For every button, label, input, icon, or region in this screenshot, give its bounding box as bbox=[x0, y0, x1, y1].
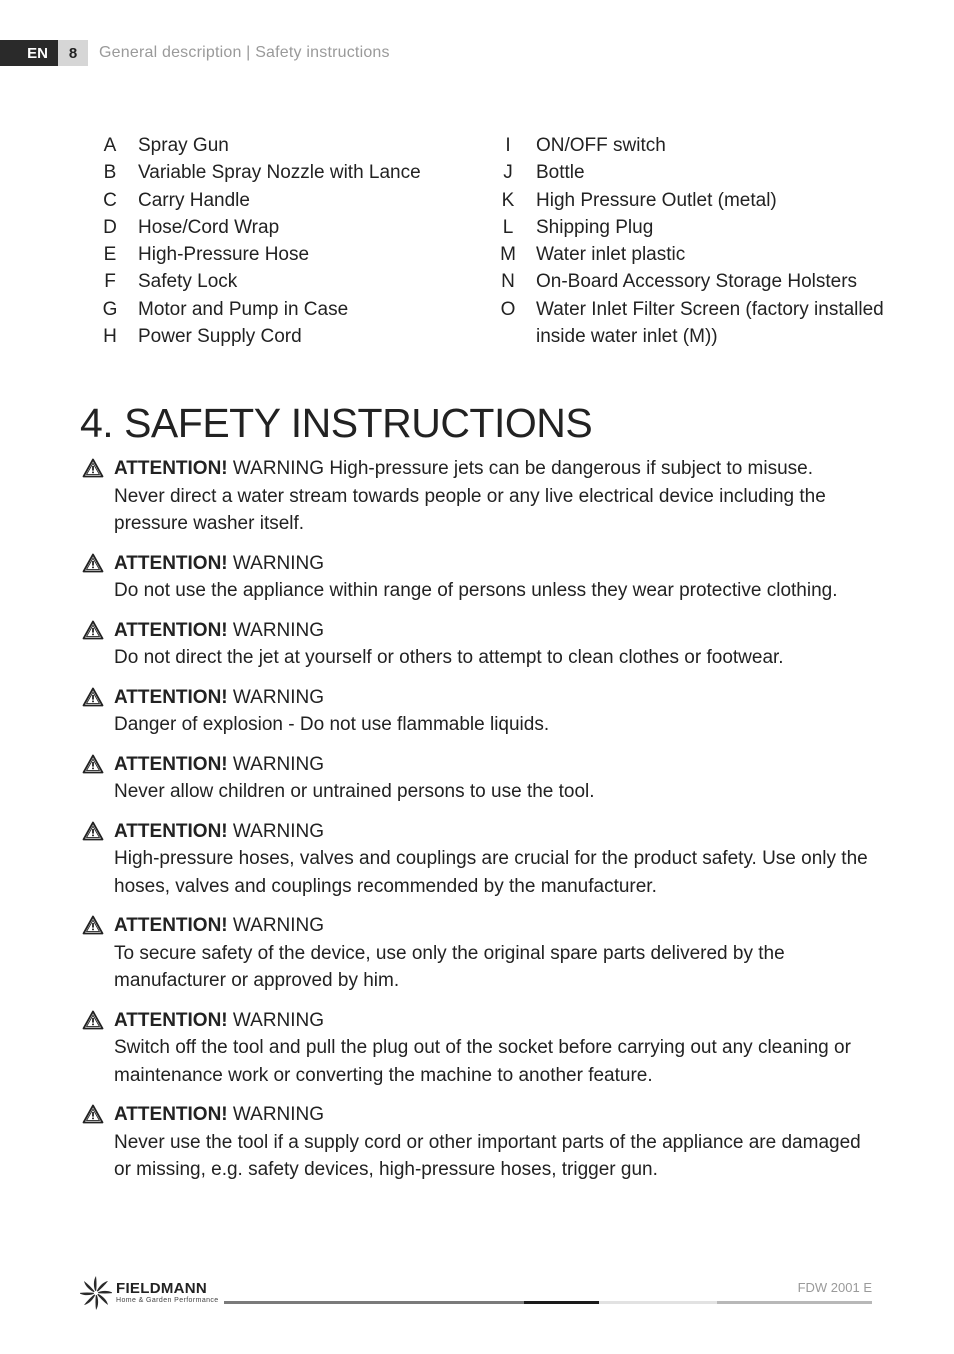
warning-text: High-pressure hoses, valves and couplings are crucial for the product safety. Use only the hoses, valves and couplings recommended by the manufacturer. bbox=[114, 848, 868, 897]
section-title: 4. SAFETY INSTRUCTIONS bbox=[80, 400, 593, 446]
part-letter: O bbox=[500, 298, 516, 320]
warning-item bbox=[80, 1101, 880, 1184]
part-letter: A bbox=[103, 135, 117, 156]
warning-item bbox=[80, 751, 880, 806]
warning-text: Do not direct the jet at yourself or others to attempt to clean clothes or footwear. bbox=[114, 647, 784, 668]
part-label: Hose/Cord Wrap bbox=[138, 216, 280, 238]
warning-word: WARNING bbox=[232, 552, 325, 574]
attention-label: ATTENTION! bbox=[114, 1104, 228, 1125]
warning-heading bbox=[114, 1101, 880, 1129]
warning-text: Do not use the appliance within range of persons unless they wear protective clothing. bbox=[114, 580, 838, 601]
warning-text: Never direct a water stream towards people or any live electrical device including the pressure washer itself. bbox=[114, 485, 826, 534]
fan-logo-icon bbox=[80, 1275, 112, 1311]
part-letter: C bbox=[103, 189, 117, 211]
attention-label: ATTENTION! bbox=[114, 820, 228, 842]
warning-heading bbox=[114, 912, 880, 940]
attention-label: ATTENTION! bbox=[114, 552, 228, 574]
part-letter: E bbox=[103, 244, 117, 266]
warning-word: WARNING bbox=[232, 820, 325, 842]
warning-triangle-icon bbox=[82, 1010, 104, 1030]
part-letter: K bbox=[501, 189, 515, 211]
part-letter: G bbox=[102, 298, 118, 320]
part-item bbox=[494, 159, 884, 186]
warning-text: To secure safety of the device, use only the original spare parts delivered by the manufacturer or approved by him. bbox=[114, 942, 785, 991]
warning-text: Never use the tool if a supply cord or other important parts of the appliance are damaged or missing, e.g. safety devices, high-pressure hoses, trigger gun. bbox=[114, 1131, 861, 1180]
warning-item bbox=[80, 617, 880, 672]
attention-label: ATTENTION! bbox=[114, 915, 228, 936]
part-label: ON/OFF switch bbox=[536, 135, 666, 156]
warning-triangle-icon bbox=[82, 458, 104, 478]
part-item bbox=[494, 296, 884, 351]
warning-heading bbox=[114, 751, 880, 779]
warning-text: Never allow children or untrained persons to use the tool. bbox=[114, 781, 595, 802]
warning-text: Danger of explosion - Do not use flammable liquids. bbox=[114, 714, 550, 735]
part-letter: N bbox=[501, 271, 515, 293]
part-item bbox=[494, 268, 884, 295]
part-item bbox=[96, 187, 476, 214]
warning-heading bbox=[114, 455, 880, 483]
part-item bbox=[494, 132, 884, 159]
language-tag: EN bbox=[0, 40, 58, 66]
part-letter: D bbox=[103, 216, 117, 238]
warning-text: Switch off the tool and pull the plug out of the socket before carrying out any cleaning or maintenance work or converting the machine to another feature. bbox=[114, 1037, 851, 1086]
part-label: High-Pressure Hose bbox=[138, 244, 310, 266]
part-item bbox=[96, 241, 476, 268]
warning-heading bbox=[114, 617, 880, 645]
footer-line-segment bbox=[524, 1301, 599, 1304]
part-label: Power Supply Cord bbox=[138, 326, 302, 348]
warning-word: WARNING bbox=[232, 458, 325, 479]
part-label: High Pressure Outlet (metal) bbox=[536, 189, 777, 211]
warning-triangle-icon bbox=[82, 687, 104, 707]
part-label: Water inlet plastic bbox=[536, 244, 686, 266]
brand-tagline: Home & Garden Performance bbox=[116, 1297, 219, 1304]
warning-item bbox=[80, 455, 880, 538]
warning-word: WARNING bbox=[232, 753, 325, 775]
part-item bbox=[96, 296, 476, 323]
part-letter: J bbox=[503, 162, 513, 184]
part-label: Shipping Plug bbox=[536, 216, 654, 238]
warning-heading bbox=[114, 1007, 880, 1035]
part-label: Spray Gun bbox=[138, 135, 229, 156]
part-item bbox=[494, 187, 884, 214]
footer-line-segment bbox=[224, 1301, 524, 1304]
footer-line-segment bbox=[599, 1301, 717, 1304]
warning-item bbox=[80, 684, 880, 739]
warning-triangle-icon bbox=[82, 821, 104, 841]
part-label: Motor and Pump in Case bbox=[138, 298, 349, 320]
part-label: Safety Lock bbox=[138, 271, 238, 293]
warning-heading bbox=[114, 818, 880, 846]
warning-inline-text: High-pressure jets can be dangerous if subject to misuse. bbox=[329, 458, 814, 479]
part-item bbox=[96, 323, 476, 350]
warning-word: WARNING bbox=[232, 915, 325, 936]
warning-item bbox=[80, 818, 880, 901]
footer-line-segment bbox=[717, 1301, 872, 1304]
part-item bbox=[494, 241, 884, 268]
warning-item bbox=[80, 912, 880, 995]
warning-triangle-icon bbox=[82, 754, 104, 774]
attention-label: ATTENTION! bbox=[114, 1009, 228, 1031]
part-label: Bottle bbox=[536, 162, 585, 184]
page-number: 8 bbox=[58, 40, 88, 66]
attention-label: ATTENTION! bbox=[114, 686, 228, 708]
part-item bbox=[494, 214, 884, 241]
part-label: Variable Spray Nozzle with Lance bbox=[138, 162, 421, 184]
part-letter: L bbox=[502, 216, 514, 238]
warning-triangle-icon bbox=[82, 620, 104, 640]
warnings-list bbox=[80, 455, 880, 1196]
part-label: Carry Handle bbox=[138, 189, 250, 211]
warning-heading bbox=[114, 684, 880, 712]
parts-list-right bbox=[494, 132, 884, 350]
warning-word: WARNING bbox=[232, 619, 325, 641]
brand-name: FIELDMANN bbox=[116, 1280, 208, 1297]
part-item bbox=[96, 214, 476, 241]
breadcrumb: General description | Safety instructions bbox=[99, 44, 390, 61]
part-label: On-Board Accessory Storage Holsters bbox=[536, 271, 858, 293]
attention-label: ATTENTION! bbox=[114, 619, 228, 641]
part-letter: F bbox=[104, 271, 116, 293]
part-letter: H bbox=[103, 326, 117, 348]
part-letter: I bbox=[505, 135, 511, 156]
attention-label: ATTENTION! bbox=[114, 458, 228, 479]
model-number: FDW 2001 E bbox=[797, 1280, 872, 1295]
part-item bbox=[96, 159, 476, 186]
warning-heading bbox=[114, 550, 880, 578]
warning-triangle-icon bbox=[82, 915, 104, 935]
part-label: Water Inlet Filter Screen (factory installed inside water inlet (M)) bbox=[536, 298, 884, 348]
part-item bbox=[96, 132, 476, 159]
warning-word: WARNING bbox=[232, 1104, 325, 1125]
part-letter: B bbox=[103, 162, 117, 184]
warning-word: WARNING bbox=[232, 1009, 325, 1031]
attention-label: ATTENTION! bbox=[114, 753, 228, 775]
part-item bbox=[96, 268, 476, 295]
part-letter: M bbox=[500, 244, 516, 266]
page-header bbox=[0, 40, 390, 66]
parts-list-left bbox=[96, 132, 476, 350]
brand-logo bbox=[80, 1275, 219, 1311]
warning-triangle-icon bbox=[82, 553, 104, 573]
warning-item bbox=[80, 550, 880, 605]
warning-item bbox=[80, 1007, 880, 1090]
warning-word: WARNING bbox=[232, 686, 325, 708]
warning-triangle-icon bbox=[82, 1104, 104, 1124]
